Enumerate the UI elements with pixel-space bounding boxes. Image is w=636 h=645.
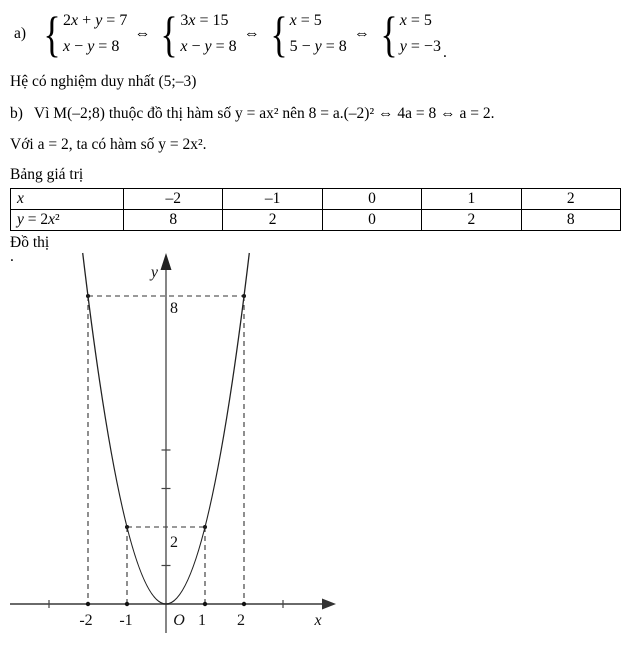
left-brace: { [160, 6, 178, 62]
x-axis-label: x [314, 612, 322, 629]
x-tick-label-neg2: -2 [79, 612, 93, 629]
row-header-x: x [11, 189, 124, 210]
table-cell: 2 [521, 189, 620, 210]
equation: 3x = 15 [180, 12, 229, 30]
part-b-statement [10, 104, 628, 123]
table-cell: 2 [422, 210, 521, 231]
iff-arrow: ⇔ [134, 25, 151, 42]
row-header-y: y = 2x² [11, 210, 124, 231]
point-x-2 [242, 602, 246, 606]
point-x-1 [203, 602, 207, 606]
left-brace: { [43, 6, 61, 62]
x-tick-label-2: 2 [237, 612, 245, 629]
parabola-graph [0, 245, 636, 641]
left-brace: { [380, 6, 398, 62]
y-axis-arrow-icon [161, 253, 172, 270]
part-b-text: Vì M(–2;8) thuộc đồ thị hàm số y = ax² nên 8 = a.(–2)² ⇔ 4a = 8 ⇔ a = 2. [33, 105, 495, 122]
table-row-x [11, 189, 621, 210]
x-tick-label-neg1: -1 [119, 612, 133, 629]
equation-system-4 [377, 6, 441, 62]
part-a-label: a) [14, 25, 27, 42]
table-cell: 0 [322, 189, 421, 210]
system-equations [63, 8, 127, 59]
graph-title: Đồ thị [10, 234, 50, 251]
stray-dot: . [10, 248, 14, 265]
equation: 2x + y = 7 [63, 12, 128, 30]
part-a-conclusion: Hệ có nghiệm duy nhất (5;–3) [10, 73, 197, 90]
y-value-label-2: 2 [170, 534, 178, 551]
part-a-solution-line [10, 6, 628, 62]
equation-system-1 [40, 6, 128, 62]
document-page [0, 0, 636, 265]
equation: x = 5 [289, 12, 322, 30]
equation: y = −3 [399, 38, 441, 55]
table-cell: –1 [223, 189, 322, 210]
table-cell: 1 [422, 189, 521, 210]
equation: x − y = 8 [180, 38, 237, 55]
x-axis-arrow-icon [322, 599, 336, 610]
table-cell: 8 [521, 210, 620, 231]
value-table [10, 188, 621, 231]
equation: x − y = 8 [63, 38, 120, 55]
y-value-label-8: 8 [170, 300, 178, 317]
origin-label: O [173, 612, 185, 629]
equation-system-3 [267, 6, 347, 62]
part-b-function-line: Với a = 2, ta có hàm số y = 2x². [10, 136, 207, 153]
sentence-period: . [442, 44, 447, 61]
table-cell: 2 [223, 210, 322, 231]
value-table-title: Bảng giá trị [10, 166, 84, 183]
iff-arrow: ⇔ [353, 25, 370, 42]
table-cell: 0 [322, 210, 421, 231]
equation: 5 − y = 8 [289, 38, 347, 55]
point-x-neg1 [125, 602, 129, 606]
table-cell: 8 [124, 210, 223, 231]
x-tick-label-1: 1 [198, 612, 206, 629]
part-b-label: b) [10, 105, 23, 122]
table-cell: –2 [124, 189, 223, 210]
system-equations [180, 8, 236, 59]
point-x-neg2 [86, 602, 90, 606]
system-equations [290, 8, 347, 59]
system-equations [400, 8, 441, 59]
table-row-y [11, 210, 621, 231]
iff-arrow: ⇔ [243, 25, 260, 42]
equation: x = 5 [399, 12, 432, 30]
y-axis-label: y [150, 264, 158, 281]
equation-system-2 [157, 6, 237, 62]
left-brace: { [269, 6, 288, 62]
